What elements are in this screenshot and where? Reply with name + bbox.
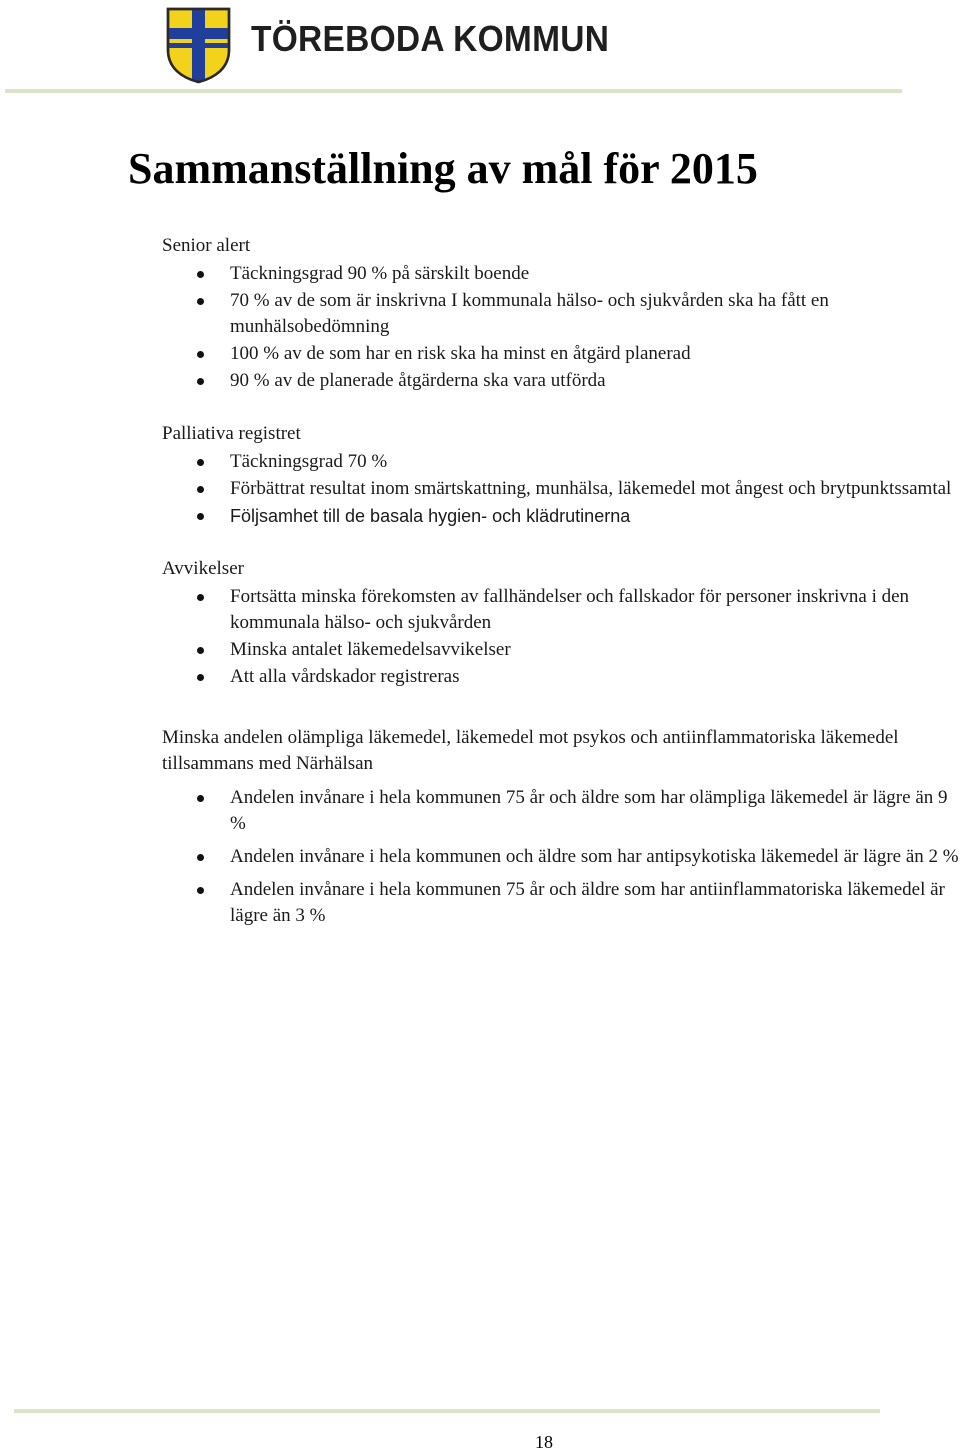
header-divider bbox=[5, 89, 902, 93]
document-body bbox=[162, 232, 960, 929]
list-item bbox=[162, 476, 960, 502]
section-lakemedel bbox=[162, 725, 960, 929]
bullet-icon bbox=[197, 298, 204, 305]
list-item-text: Förbättrat resultat inom smärtskattning, munhälsa, läkemedel mot ångest och brytpunktssamtal bbox=[230, 478, 952, 499]
list-item-text: Följsamhet till de basala hygien- och klädrutinerna bbox=[230, 506, 631, 526]
bullet-icon bbox=[197, 486, 204, 493]
bullet-icon bbox=[197, 594, 204, 601]
list-item-text: Andelen invånare i hela kommunen 75 år och äldre som har olämpliga läkemedel är lägre än 9 % bbox=[230, 787, 948, 834]
bullet-icon bbox=[197, 351, 204, 358]
list-item-text: Täckningsgrad 70 % bbox=[230, 451, 388, 472]
page-title: Sammanställning av mål för 2015 bbox=[128, 144, 758, 193]
bullet-icon bbox=[197, 459, 204, 466]
list-item-text: 70 % av de som är inskrivna I kommunala hälso- och sjukvården ska ha fått en munhälsobedömning bbox=[230, 290, 829, 337]
list-item bbox=[162, 288, 960, 340]
bullet-icon bbox=[197, 854, 204, 861]
list-item bbox=[162, 503, 960, 529]
list-item bbox=[162, 584, 960, 636]
section-heading: Avvikelser bbox=[162, 558, 244, 579]
section-palliativa-registret bbox=[162, 420, 960, 529]
list-item-text: 90 % av de planerade åtgärderna ska vara utförda bbox=[230, 370, 606, 391]
list-item bbox=[162, 877, 960, 929]
bullet-icon bbox=[197, 647, 204, 654]
bullet-icon bbox=[197, 271, 204, 278]
list-item-text: Fortsätta minska förekomsten av fallhändelser och fallskador för personer inskrivna i den kommunala hälso- och sjukvården bbox=[230, 586, 910, 633]
goal-list bbox=[162, 785, 960, 929]
bullet-icon bbox=[197, 887, 204, 894]
coat-of-arms-logo bbox=[165, 6, 232, 84]
list-item bbox=[162, 637, 960, 663]
goal-list bbox=[162, 449, 960, 529]
bullet-icon bbox=[197, 795, 204, 802]
goal-list bbox=[162, 261, 960, 394]
section-heading: Senior alert bbox=[162, 235, 251, 256]
section-avvikelser bbox=[162, 555, 960, 690]
page-header bbox=[0, 0, 960, 95]
list-item bbox=[162, 368, 960, 394]
section-heading: Palliativa registret bbox=[162, 423, 301, 444]
list-item-text: Andelen invånare i hela kommunen 75 år och äldre som har antiinflammatoriska läkemedel är lägre än 3 % bbox=[230, 879, 945, 926]
list-item bbox=[162, 261, 960, 287]
list-item-text: Täckningsgrad 90 % på särskilt boende bbox=[230, 263, 530, 284]
section-heading: Minska andelen olämpliga läkemedel, läkemedel mot psykos och antiinflammatoriska läkemedel tillsammans med Närhälsan bbox=[162, 727, 899, 774]
footer-divider bbox=[14, 1409, 880, 1413]
list-item-text: Att alla vårdskador registreras bbox=[230, 666, 460, 687]
org-name: TÖREBODA KOMMUN bbox=[251, 18, 610, 59]
bullet-icon bbox=[197, 378, 204, 385]
list-item-text: Andelen invånare i hela kommunen och äldre som har antipsykotiska läkemedel är lägre än 2 % bbox=[230, 846, 959, 867]
list-item bbox=[162, 785, 960, 837]
list-item bbox=[162, 664, 960, 690]
list-item-text: 100 % av de som har en risk ska ha minst en åtgärd planerad bbox=[230, 343, 691, 364]
list-item bbox=[162, 341, 960, 367]
list-item bbox=[162, 844, 960, 870]
bullet-icon bbox=[197, 513, 204, 520]
section-senior-alert bbox=[162, 232, 960, 394]
list-item bbox=[162, 449, 960, 475]
page-number: 18 bbox=[535, 1432, 553, 1452]
bullet-icon bbox=[197, 674, 204, 681]
list-item-text: Minska antalet läkemedelsavvikelser bbox=[230, 639, 511, 660]
goal-list bbox=[162, 584, 960, 690]
